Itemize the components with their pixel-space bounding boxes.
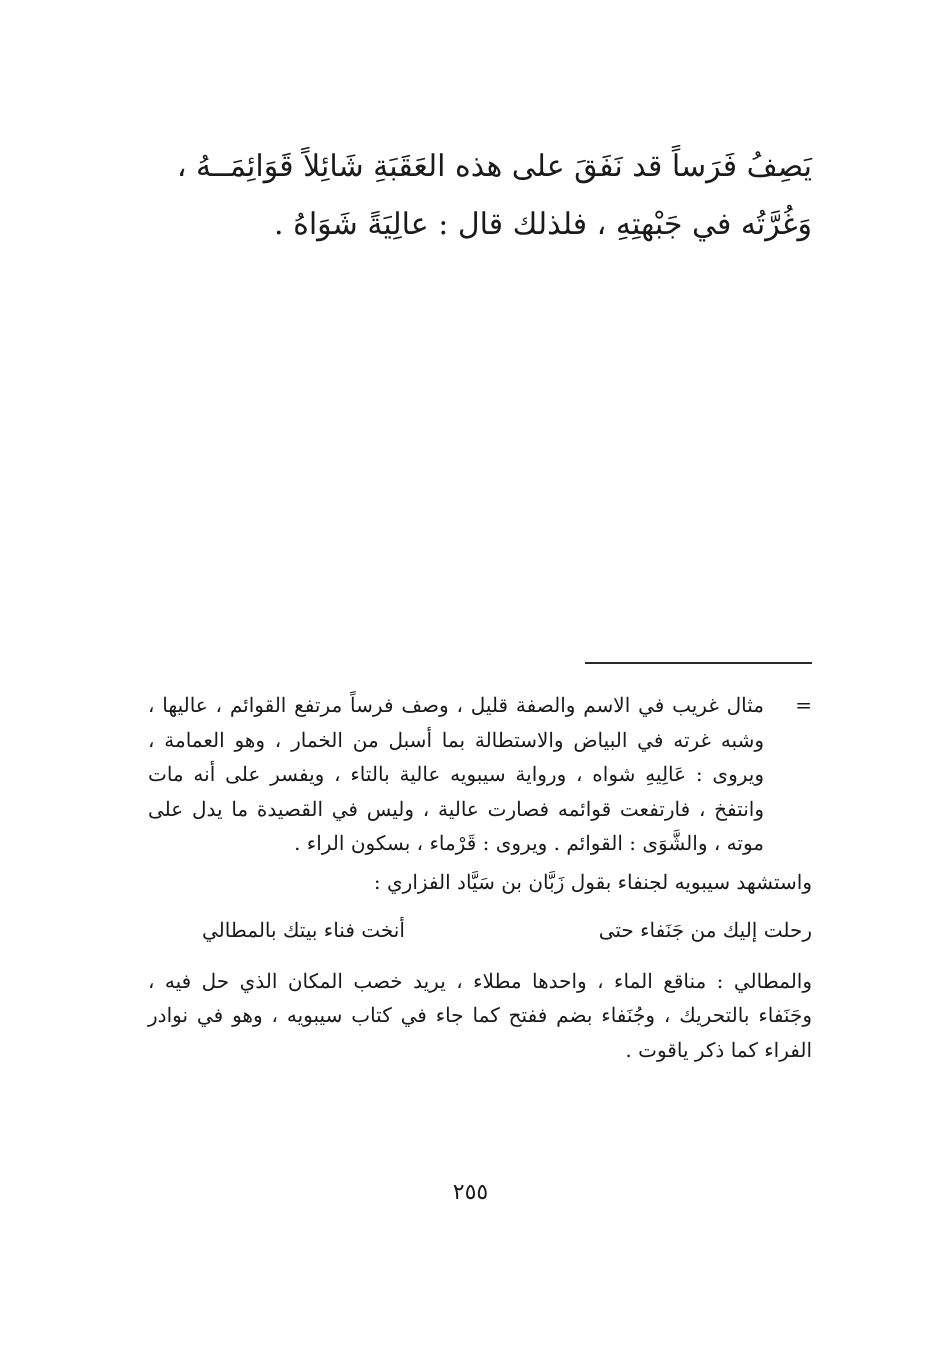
- footnote: [148, 688, 812, 1067]
- footnote-paragraph-2: واستشهد سيبويه لجنفاء بقول زَبَّان بن سَيَّاد الفزاري :: [373, 869, 812, 894]
- footnote-paragraph-1-text: مثال غريب في الاسم والصفة قليل ، وصف فرساً مرتفع القوائم ، عاليها ، وشبه غرته في البياض والاستطالة بما أسبل من الخمار ، وهو العمامة ، ويروى : عَالِيهِ شواه ، ورواية سيبويه عالية بالتاء ، ويفسر على أنه مات وانتفخ ، فارتفعت قوائمه فصارت عالية ، وليس في القصيدة ما يدل على موته ، والشَّوَى : القوائم . ويروى : قَرْماء ، بسكون الراء .: [148, 693, 764, 855]
- verse-first-hemistich: رحلت إليك من جَنَفاء حتى: [598, 918, 812, 942]
- footnote-divider: [585, 662, 812, 664]
- main-text: [140, 138, 812, 254]
- verse: [148, 913, 812, 948]
- footnote-paragraph-3: والمطالي : مناقع الماء ، واحدها مطلاء ، يريد خصب المكان الذي حل فيه ، وجَنَفاء بالتحريك ، وجُنَفاء بضم ففتح كما جاء في كتاب سيبويه ، وهو في نوادر الفراء كما ذكر ياقوت .: [148, 968, 812, 1062]
- verse-second-hemistich: أنخت فناء بيتك بالمطالي: [202, 918, 405, 942]
- footnote-paragraph-1: [148, 688, 812, 861]
- main-text-line-1: يَصِفُ فَرَساً قد نَفَقَ على هذه العَقَبَةِ شَائِلاً قَوَائِمَــهُ ،: [176, 149, 812, 184]
- main-text-line-2: وَغُرَّتُه في جَبْهتِهِ ، فلذلك قال : عالِيَةً شَوَاهُ .: [274, 207, 812, 242]
- continuation-mark: =: [795, 693, 812, 717]
- page-number: ٢٥٥: [452, 1180, 489, 1205]
